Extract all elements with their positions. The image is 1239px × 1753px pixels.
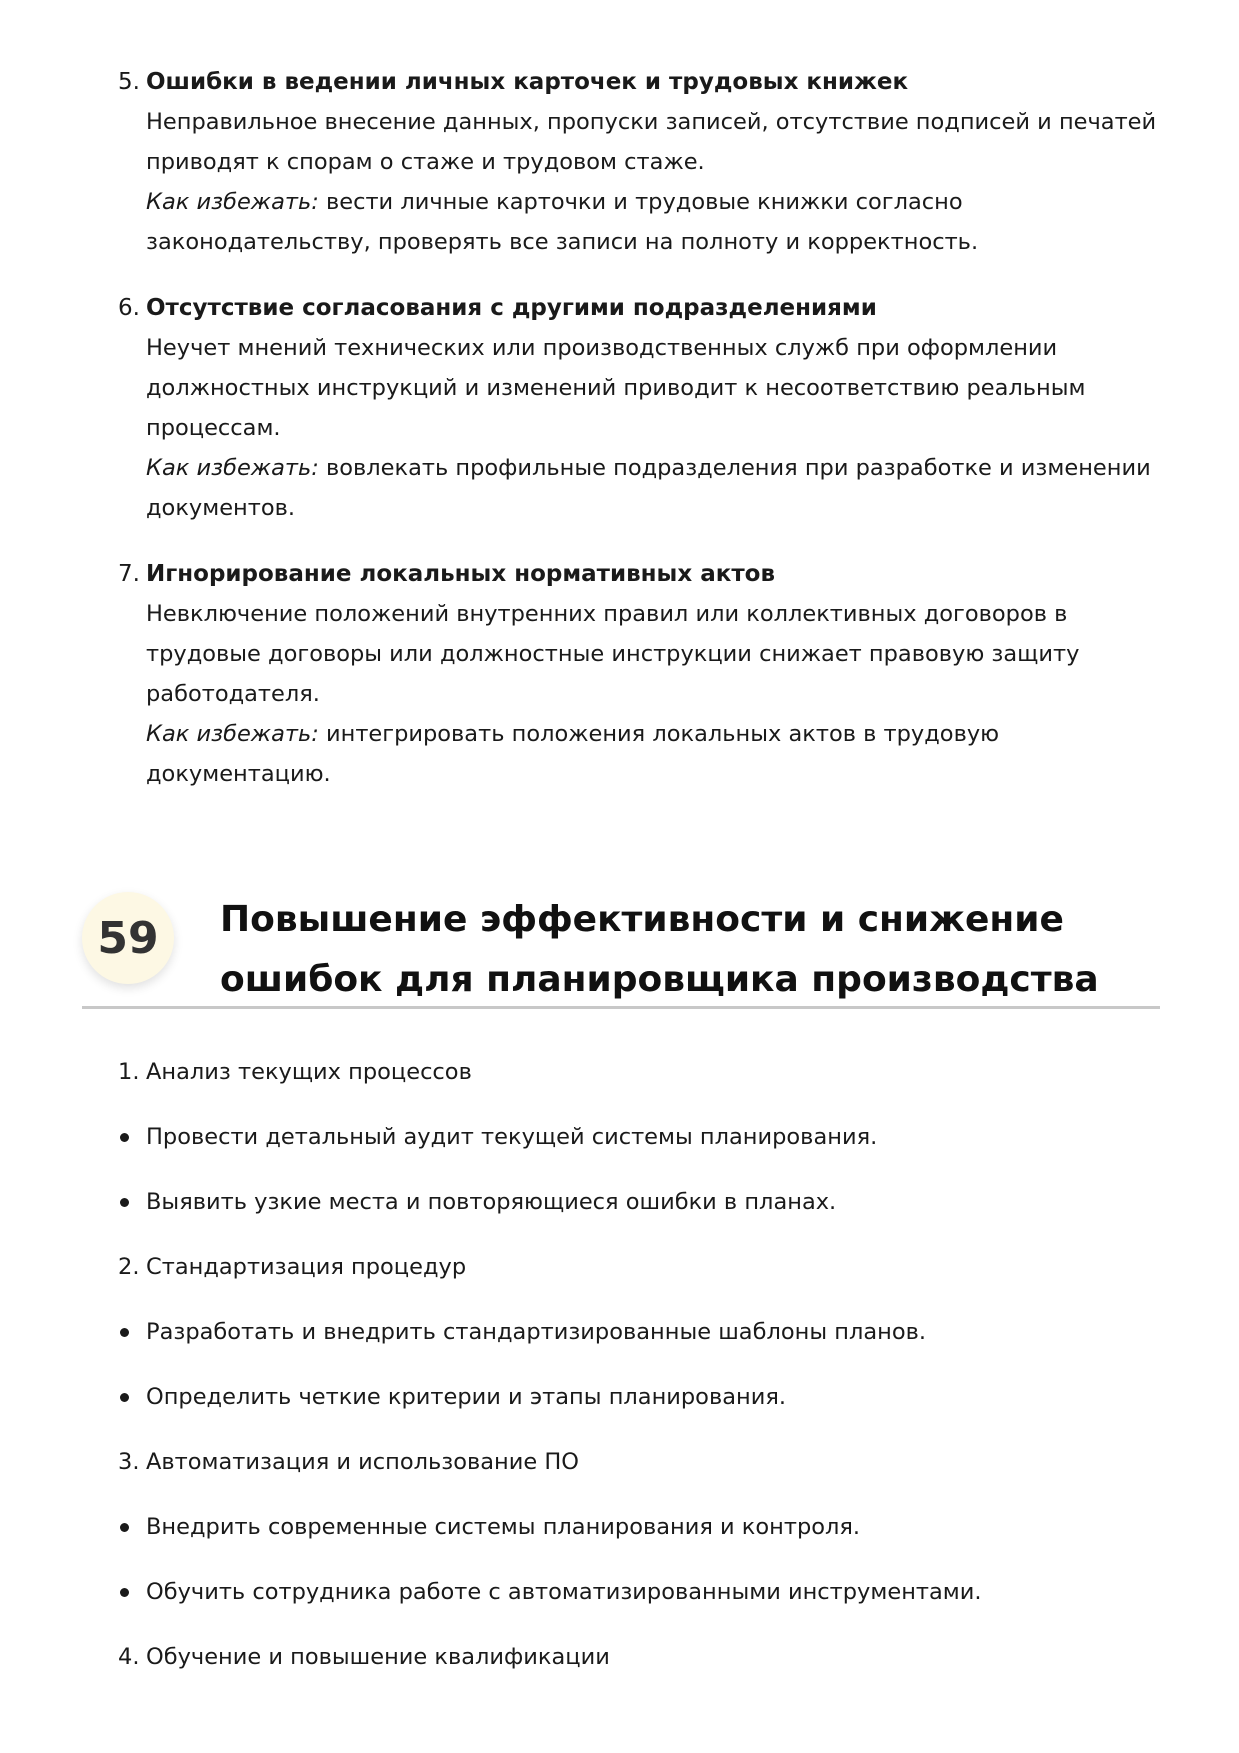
avoid-label: Как избежать: [146, 189, 319, 215]
item-avoid [146, 714, 1168, 794]
item-number: 2. [118, 1254, 140, 1280]
avoid-label: Как избежать: [146, 721, 319, 747]
item-text: Автоматизация и использование ПО [146, 1449, 580, 1475]
avoid-label: Как избежать: [146, 455, 319, 481]
item-avoid [146, 182, 1168, 262]
bullet-item [118, 1572, 1168, 1612]
avoid-text: вести личные карточки и трудовые книжки согласно законодательству, проверять все записи на полноту и корректность. [146, 189, 979, 255]
item-description: Невключение положений внутренних правил или коллективных договоров в трудовые договоры или должностные инструкции снижает правовую защиту работодателя. [146, 601, 1080, 707]
list-item [118, 1247, 1168, 1287]
avoid-text: интегрировать положения локальных актов в трудовую документацию. [146, 721, 1000, 787]
section-number-badge: 59 [82, 892, 174, 984]
section-header [82, 878, 1160, 1009]
item-number: 1. [118, 1059, 140, 1085]
item-text: Провести детальный аудит текущей системы планирования. [146, 1124, 878, 1150]
item-number: 4. [118, 1644, 140, 1670]
item-number: 7. [118, 561, 140, 587]
bullet-icon [120, 1328, 129, 1337]
list-item [118, 1052, 1168, 1092]
item-text: Разработать и внедрить стандартизированные шаблоны планов. [146, 1319, 927, 1345]
list-item [118, 288, 1168, 528]
item-avoid [146, 448, 1168, 528]
bullet-icon [120, 1393, 129, 1402]
item-number: 5. [118, 69, 140, 95]
item-title: Отсутствие согласования с другими подразделениями [146, 295, 877, 321]
item-text: Выявить узкие места и повторяющиеся ошибки в планах. [146, 1189, 837, 1215]
list-item [118, 62, 1168, 262]
section-title: Повышение эффективности и снижение ошибок для планировщика производства [220, 899, 1099, 1000]
item-description: Неучет мнений технических или производственных служб при оформлении должностных инструкций и изменений приводит к несоответствию реальным процессам. [146, 335, 1086, 441]
item-description: Неправильное внесение данных, пропуски записей, отсутствие подписей и печатей приводят к спорам о стаже и трудовом стаже. [146, 109, 1157, 175]
item-number: 3. [118, 1449, 140, 1475]
item-title: Ошибки в ведении личных карточек и трудовых книжек [146, 69, 909, 95]
bullet-item [118, 1182, 1168, 1222]
item-text: Анализ текущих процессов [146, 1059, 472, 1085]
list-item [118, 1442, 1168, 1482]
list-item [118, 1637, 1168, 1677]
bullet-icon [120, 1198, 129, 1207]
hr-errors-list [118, 62, 1168, 820]
bullet-item [118, 1507, 1168, 1547]
bullet-icon [120, 1588, 129, 1597]
item-text: Определить четкие критерии и этапы планирования. [146, 1384, 787, 1410]
bullet-item [118, 1117, 1168, 1157]
item-text: Обучение и повышение квалификации [146, 1644, 610, 1670]
planning-list [118, 1052, 1168, 1702]
list-item [118, 554, 1168, 794]
bullet-icon [120, 1523, 129, 1532]
item-text: Стандартизация процедур [146, 1254, 467, 1280]
avoid-text: вовлекать профильные подразделения при разработке и изменении документов. [146, 455, 1151, 521]
item-number: 6. [118, 295, 140, 321]
item-text: Внедрить современные системы планирования и контроля. [146, 1514, 861, 1540]
bullet-icon [120, 1133, 129, 1142]
item-text: Обучить сотрудника работе с автоматизированными инструментами. [146, 1579, 982, 1605]
bullet-item [118, 1312, 1168, 1352]
item-title: Игнорирование локальных нормативных актов [146, 561, 776, 587]
bullet-item [118, 1377, 1168, 1417]
